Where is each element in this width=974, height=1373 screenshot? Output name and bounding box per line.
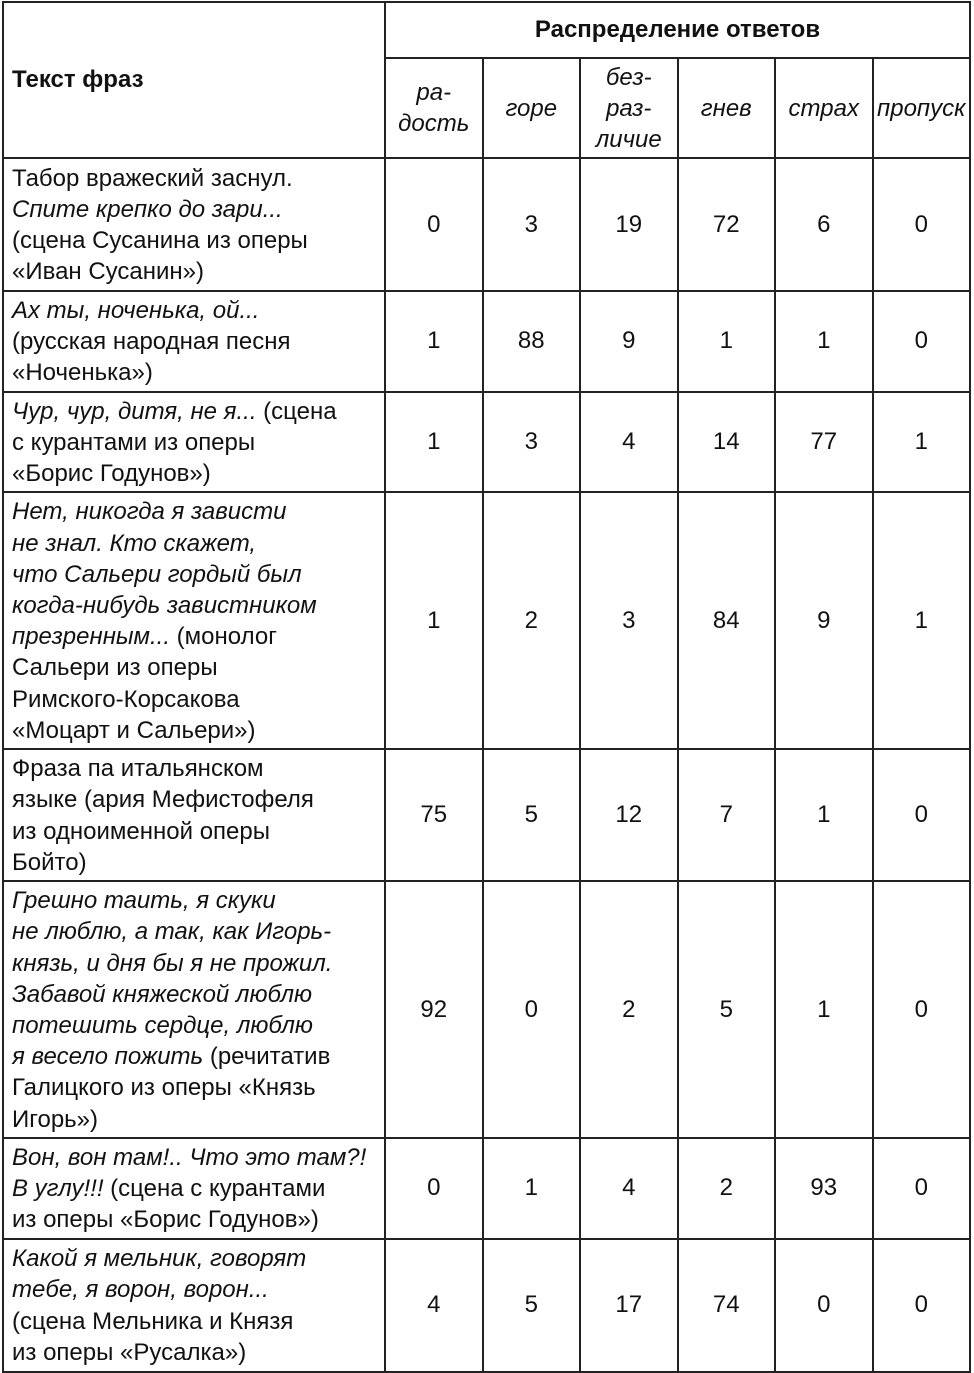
value-cell-grief: 3 (483, 158, 581, 291)
phrase-line (12, 1041, 376, 1072)
value-cell-indifference: 19 (580, 158, 678, 291)
table-row (3, 158, 970, 291)
phrase-source-segment: Фраза па итальянском (12, 755, 264, 783)
phrase-line (12, 1306, 376, 1337)
phrase-line (12, 590, 376, 621)
phrase-line (12, 684, 376, 715)
value-cell-grief: 5 (483, 749, 581, 881)
value-cell-anger: 5 (678, 881, 776, 1138)
phrase-line (12, 1010, 376, 1041)
header-col-line: раз- (606, 94, 652, 122)
table-row (3, 392, 970, 493)
table-body (3, 158, 970, 1372)
phrase-cell (3, 291, 385, 392)
phrase-source-segment: «Иван Сусанин») (12, 258, 205, 286)
value-cell-fear: 0 (775, 1239, 873, 1372)
phrase-line (12, 652, 376, 683)
phrase-source-segment: Табор вражеский заснул. (12, 164, 293, 192)
table-row (3, 749, 970, 881)
header-col-fear (775, 58, 873, 158)
header-col-line: личие (595, 125, 662, 153)
value-cell-anger: 1 (678, 291, 776, 392)
phrase-source-segment: языке (ария Мефистофеля (12, 786, 314, 814)
phrase-line (12, 427, 376, 458)
value-cell-skip: 0 (873, 1239, 971, 1372)
phrase-source-segment: (речитатив (203, 1043, 331, 1071)
phrase-cell (3, 492, 385, 749)
value-cell-joy: 1 (385, 392, 483, 493)
phrase-source-segment: Бойто) (12, 848, 87, 876)
value-cell-anger: 72 (678, 158, 776, 291)
header-col-line: без- (605, 63, 652, 91)
value-cell-indifference: 3 (580, 492, 678, 749)
value-cell-grief: 88 (483, 291, 581, 392)
value-cell-joy: 0 (385, 1138, 483, 1239)
phrase-source-segment: (русская народная песня (12, 328, 291, 356)
value-cell-indifference: 4 (580, 1138, 678, 1239)
header-col-line: горе (505, 94, 558, 122)
value-cell-fear: 9 (775, 492, 873, 749)
phrase-source-segment: (сцена с курантами (103, 1175, 326, 1203)
phrase-line (12, 559, 376, 590)
phrase-line (12, 496, 376, 527)
header-col-joy (385, 58, 483, 158)
phrase-quote-segment: Спите крепко до зари... (12, 195, 283, 223)
phrase-line (12, 784, 376, 815)
phrase-line (12, 163, 376, 194)
value-cell-joy: 0 (385, 158, 483, 291)
phrase-line (12, 295, 376, 326)
phrase-line (12, 1274, 376, 1305)
value-cell-joy: 1 (385, 492, 483, 749)
header-phrase-text: Текст фраз (3, 2, 385, 158)
phrase-line (12, 979, 376, 1010)
phrase-line (12, 948, 376, 979)
phrase-line (12, 885, 376, 916)
phrase-source-segment: «Моцарт и Сальери») (12, 716, 256, 744)
phrase-source-segment: Галицкого из оперы «Князь (12, 1074, 316, 1102)
value-cell-skip: 0 (873, 291, 971, 392)
value-cell-indifference: 17 (580, 1239, 678, 1372)
response-distribution-table (2, 1, 971, 1373)
value-cell-grief: 0 (483, 881, 581, 1138)
header-col-line: страх (788, 94, 859, 122)
header-response-distribution: Распределение ответов (385, 2, 970, 58)
value-cell-anger: 74 (678, 1239, 776, 1372)
phrase-line (12, 1173, 376, 1204)
phrase-cell (3, 1138, 385, 1239)
phrase-quote-segment: не люблю, а так, как Игорь- (12, 918, 332, 946)
phrase-line (12, 256, 376, 287)
phrase-line (12, 1142, 376, 1173)
phrase-quote-segment: Грешно таить, я скуки (12, 887, 276, 915)
phrase-source-segment: из оперы «Борис Годунов») (12, 1206, 319, 1234)
phrase-line (12, 916, 376, 947)
value-cell-anger: 2 (678, 1138, 776, 1239)
phrase-cell (3, 158, 385, 291)
value-cell-grief: 1 (483, 1138, 581, 1239)
value-cell-fear: 6 (775, 158, 873, 291)
phrase-source-segment: из оперы «Русалка») (12, 1338, 247, 1366)
phrase-source-segment: «Борис Годунов») (12, 460, 211, 488)
phrase-source-segment: (сцена Сусанина из оперы (12, 227, 308, 254)
value-cell-indifference: 9 (580, 291, 678, 392)
phrase-line (12, 847, 376, 878)
phrase-source-segment: (сцена (256, 397, 337, 425)
value-cell-indifference: 4 (580, 392, 678, 493)
value-cell-skip: 0 (873, 749, 971, 881)
phrase-cell (3, 1239, 385, 1372)
phrase-line (12, 1204, 376, 1235)
phrase-quote-segment: Вон, вон там!.. Что это там?! (12, 1144, 367, 1172)
value-cell-joy: 4 (385, 1239, 483, 1372)
header-col-indifference (580, 58, 678, 158)
phrase-line (12, 715, 376, 746)
phrase-line (12, 816, 376, 847)
phrase-line (12, 396, 376, 427)
header-col-skip (873, 58, 971, 158)
table-row (3, 881, 970, 1138)
phrase-quote-segment: Нет, никогда я зависти (12, 498, 287, 526)
phrase-quote-segment: Ах ты, ноченька, ой... (12, 297, 260, 324)
phrase-line (12, 1104, 376, 1135)
table-row (3, 291, 970, 392)
phrase-line (12, 326, 376, 357)
value-cell-indifference: 12 (580, 749, 678, 881)
value-cell-grief: 3 (483, 392, 581, 493)
phrase-quote-segment: тебе, я ворон, ворон... (12, 1276, 269, 1304)
header-col-line: пропуск (877, 94, 966, 122)
phrase-quote-segment: не знал. Кто скажет, (12, 529, 257, 557)
value-cell-anger: 84 (678, 492, 776, 749)
value-cell-fear: 1 (775, 749, 873, 881)
value-cell-skip: 1 (873, 492, 971, 749)
value-cell-joy: 92 (385, 881, 483, 1138)
phrase-quote-segment: что Сальери гордый был (12, 560, 302, 588)
phrase-quote-segment: Забавой княжеской люблю (12, 980, 313, 1008)
header-col-line: гнев (700, 94, 752, 122)
value-cell-fear: 1 (775, 881, 873, 1138)
phrase-quote-segment: Какой я мельник, говорят (12, 1245, 307, 1273)
phrase-line (12, 357, 376, 388)
phrase-cell (3, 392, 385, 493)
value-cell-fear: 1 (775, 291, 873, 392)
value-cell-skip: 0 (873, 158, 971, 291)
value-cell-grief: 5 (483, 1239, 581, 1372)
phrase-line (12, 194, 376, 225)
value-cell-fear: 93 (775, 1138, 873, 1239)
phrase-source-segment: из одноименной оперы (12, 817, 270, 845)
value-cell-indifference: 2 (580, 881, 678, 1138)
phrase-source-segment: Сальери из оперы (12, 654, 218, 682)
phrase-line (12, 753, 376, 784)
value-cell-joy: 75 (385, 749, 483, 881)
phrase-source-segment: «Ноченька») (12, 359, 153, 387)
header-row-group (3, 2, 970, 58)
phrase-source-segment: Игорь») (12, 1105, 99, 1133)
phrase-line (12, 225, 376, 256)
value-cell-grief: 2 (483, 492, 581, 749)
phrase-line (12, 621, 376, 652)
value-cell-joy: 1 (385, 291, 483, 392)
header-col-line: ра- (416, 79, 452, 106)
header-col-anger (678, 58, 776, 158)
value-cell-skip: 0 (873, 1138, 971, 1239)
phrase-line (12, 528, 376, 559)
value-cell-skip: 0 (873, 881, 971, 1138)
table-row (3, 1239, 970, 1372)
phrase-line (12, 1072, 376, 1103)
phrase-quote-segment: Чур, чур, дитя, не я... (12, 397, 257, 425)
phrase-quote-segment: презренным... (12, 623, 171, 651)
phrase-source-segment: с курантами из оперы (12, 428, 256, 456)
table-row (3, 492, 970, 749)
phrase-quote-segment: потешить сердце, люблю (12, 1012, 313, 1040)
value-cell-fear: 77 (775, 392, 873, 493)
phrase-source-segment: Римского-Корсакова (12, 685, 240, 713)
phrase-line (12, 1243, 376, 1274)
header-col-line: дость (398, 110, 470, 137)
phrase-quote-segment: князь, и дня бы я не прожил. (12, 949, 333, 977)
phrase-cell (3, 881, 385, 1138)
table-row (3, 1138, 970, 1239)
value-cell-anger: 7 (678, 749, 776, 881)
header-col-grief (483, 58, 581, 158)
value-cell-anger: 14 (678, 392, 776, 493)
phrase-quote-segment: В углу!!! (12, 1175, 104, 1203)
phrase-source-segment: (сцена Мельника и Князя (12, 1307, 294, 1335)
phrase-line (12, 458, 376, 489)
value-cell-skip: 1 (873, 392, 971, 493)
phrase-source-segment: (монолог (170, 623, 277, 651)
phrase-quote-segment: я весело пожить (12, 1043, 204, 1071)
phrase-line (12, 1337, 376, 1368)
phrase-cell (3, 749, 385, 881)
phrase-quote-segment: когда-нибудь завистником (12, 592, 317, 620)
